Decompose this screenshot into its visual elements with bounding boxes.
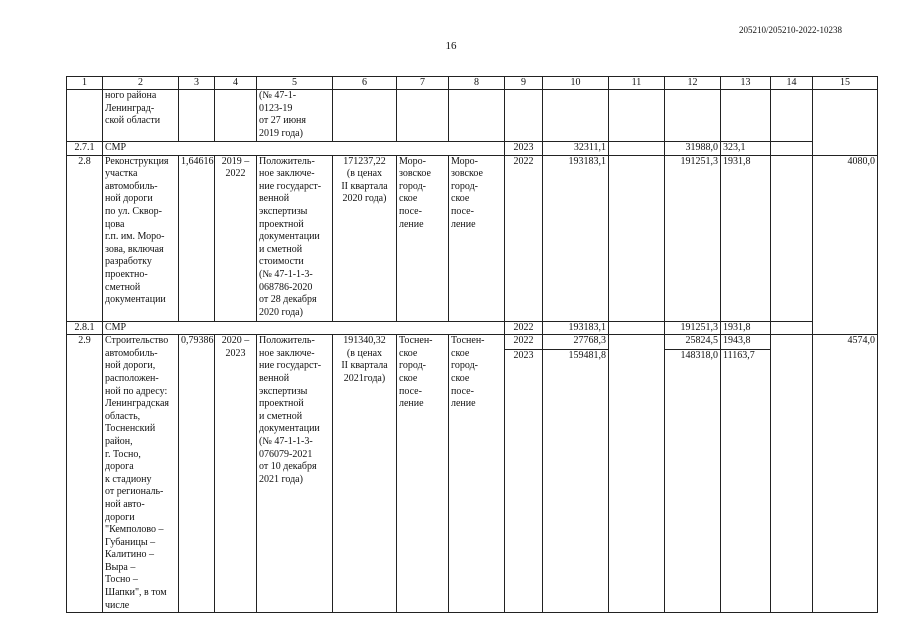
col-header: 9 [505,77,543,90]
col12-cell: 191251,3 [665,155,721,321]
col-header: 13 [721,77,771,90]
row-number: 2.8 [67,155,103,321]
col-header: 14 [771,77,813,90]
year-cell: 2022 [505,321,543,335]
col-header: 15 [813,77,878,90]
year-cell: 2022 [505,155,543,321]
col-header: 8 [449,77,505,90]
settlement-cell: Тоснен- ское город- ское посе- ление [449,335,505,613]
settlement-cell: Тоснен- ское город- ское посе- ление [397,335,449,613]
col15-cell: 4574,0 [813,335,878,613]
settlement-cell: Моро- зовское город- ское посе- ление [397,155,449,321]
estimated-cost: 191340,32 (в ценах II квартала 2021года) [333,335,397,613]
year-cell: 2023 [505,142,543,156]
object-name: Строительство автомобиль- ной дороги, расположен- ной по адресу: Ленинградская область, Тосненский район, г. Тосно, дорога к стадиону от региональ- ной авто- дороги "Кемполово – Губаницы – Калитино – Выра – Тосно – Шапки", в том числе [103,335,179,613]
table-row-continuation [67,90,878,142]
total-cell: 32311,1 [543,142,609,156]
estimated-cost: 171237,22 (в ценах II квартала 2020 года) [333,155,397,321]
total-cell: 193183,1 [543,155,609,321]
col13-cell: 1943,8 11163,7 [721,335,771,613]
row-number: 2.9 [67,335,103,613]
row-number: 2.8.1 [67,321,103,335]
table-row [67,142,878,156]
length-cell: 0,79386 [179,335,215,613]
document-id: 205210/205210-2022-10238 [739,25,842,35]
col-header: 7 [397,77,449,90]
table-row [67,335,878,613]
col-header: 5 [257,77,333,90]
total-cell: 27768,3 159481,8 [543,335,609,613]
col-header: 10 [543,77,609,90]
object-name: ного района Ленинград- ской области [103,90,179,142]
column-number-row [67,77,878,90]
col-header: 6 [333,77,397,90]
col15-cell: 4080,0 [813,155,878,335]
row-number: 2.7.1 [67,142,103,156]
col-header: 1 [67,77,103,90]
col-header: 3 [179,77,215,90]
col13-cell: 323,1 [721,142,771,156]
col12-cell: 31988,0 [665,142,721,156]
page-number: 16 [445,40,457,52]
length-cell: 1,64616 [179,155,215,321]
year-cell: 2022 2023 [505,335,543,613]
table-row [67,321,878,335]
col-header: 2 [103,77,179,90]
object-name: Реконструкция участка автомобиль- ной дороги по ул. Сквор- цова г.п. им. Моро- зова, включая разработку проектно- сметной документации [103,155,179,321]
col12-cell: 25824,5 148318,0 [665,335,721,613]
row-name: СМР [103,321,505,335]
period-cell: 2020 – 2023 [215,335,257,613]
col12-cell: 191251,3 [665,321,721,335]
col-header: 4 [215,77,257,90]
table-row [67,155,878,321]
settlement-cell: Моро- зовское город- ское посе- ление [449,155,505,321]
expertise-conclusion: (№ 47-1- 0123-19 от 27 июня 2019 года) [257,90,333,142]
expertise-conclusion: Положитель- ное заключе- ние государст- венной экспертизы проектной документации и сметной стоимости (№ 47-1-1-3- 068786-2020 от 28 декабря 2020 года) [257,155,333,321]
row-name: СМР [103,142,505,156]
col-header: 11 [609,77,665,90]
col13-cell: 1931,8 [721,321,771,335]
budget-table [66,76,878,613]
expertise-conclusion: Положитель- ное заключе- ние государст- венной экспертизы проектной и сметной документации (№ 47-1-1-3- 076079-2021 от 10 декабря 2021 года) [257,335,333,613]
col-header: 12 [665,77,721,90]
period-cell: 2019 – 2022 [215,155,257,321]
col13-cell: 1931,8 [721,155,771,321]
total-cell: 193183,1 [543,321,609,335]
